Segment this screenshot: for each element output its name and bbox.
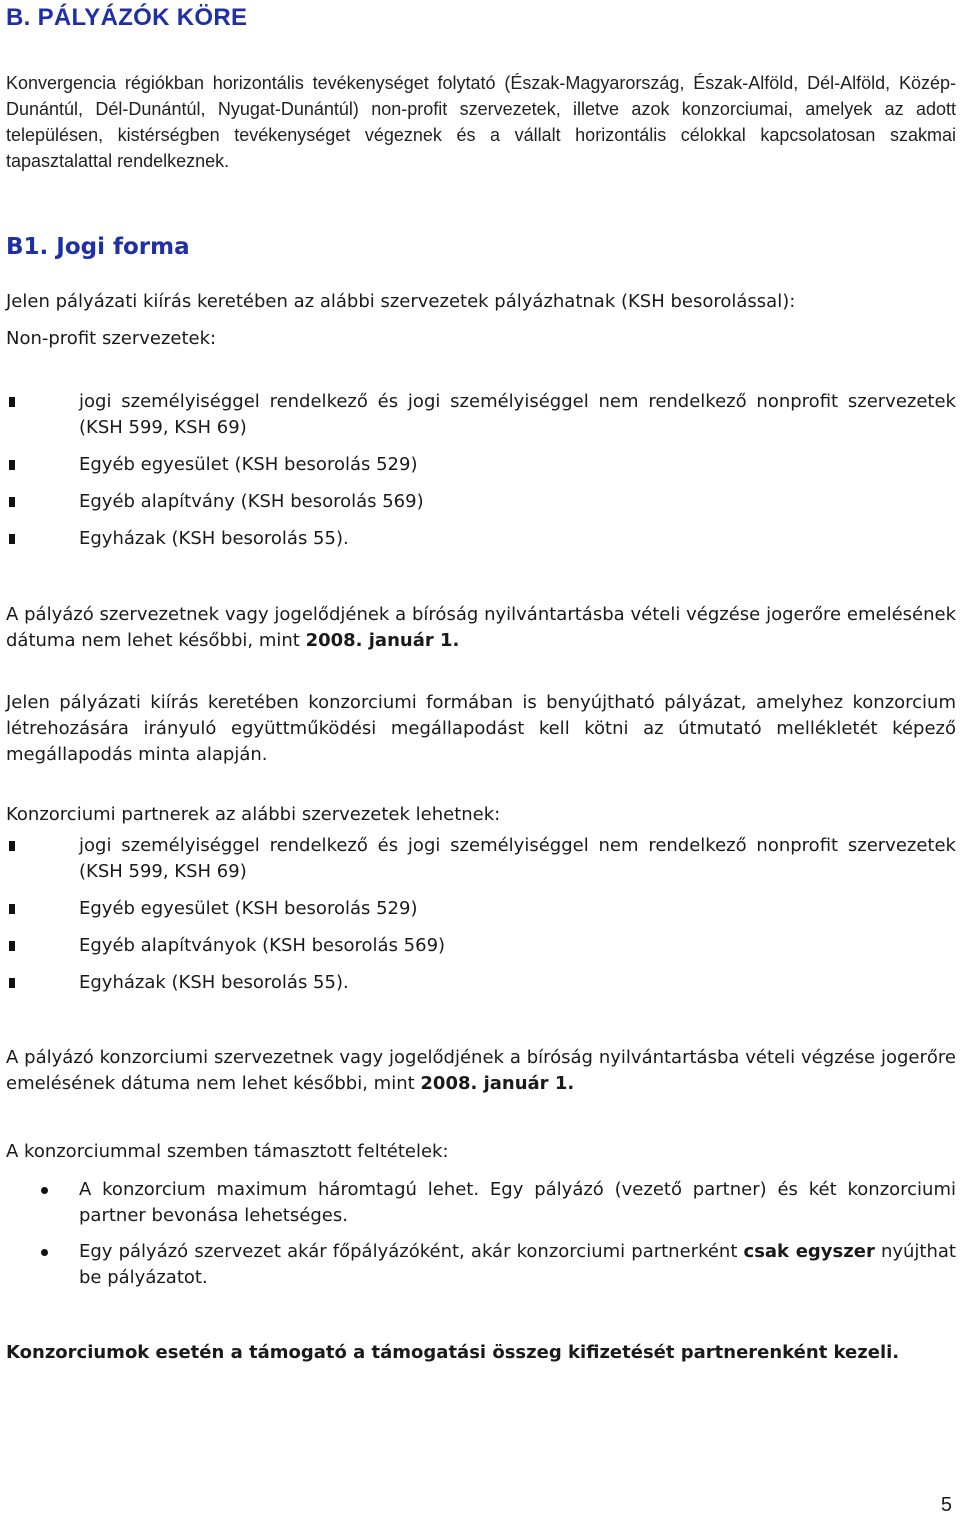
list-item: jogi személyiséggel rendelkező és jogi személyiséggel nem rendelkező nonprofit szervezetek (KSH 599, KSH 69) — [6, 389, 956, 441]
final-paragraph: Konzorciumok esetén a támogató a támogatási összeg kifizetését partnerenként kezeli. — [6, 1342, 900, 1363]
condition-text-end: nyújthat be pályázatot. — [79, 1241, 956, 1288]
list-item: Egyéb alapítványok (KSH besorolás 569) — [6, 933, 956, 959]
condition-text: Egy pályázó szervezet akár főpályázóként, akár konzorciumi partnerként — [79, 1241, 744, 1262]
page-number: 5 — [940, 1494, 952, 1516]
list-item — [6, 1239, 956, 1291]
eligible-paragraph: Jelen pályázati kiírás keretében az alábbi szervezetek pályázhatnak (KSH besorolással): — [6, 291, 796, 312]
list-item: Egyéb egyesület (KSH besorolás 529) — [6, 452, 956, 478]
registration-text-2: A pályázó konzorciumi szervezetnek vagy jogelődjének a bíróság nyilvántartásba vételi végzése jogerőre emelésének dátuma nem lehet későbbi, mint — [6, 1047, 956, 1094]
list-item: Egyéb egyesület (KSH besorolás 529) — [6, 896, 956, 922]
consortium-paragraph: Jelen pályázati kiírás keretében konzorciumi formában is benyújtható pályázat, amelyhez konzorcium létrehozására irányuló együttműködési megállapodást kell kötni az útmutató mellékletét képező megállapodás minta alapján. — [6, 692, 956, 765]
registration-paragraph-2 — [6, 1045, 956, 1097]
section-title: B. PÁLYÁZÓK KÖRE — [6, 4, 248, 31]
condition-emphasis: csak egyszer — [743, 1241, 875, 1262]
partners-label: Konzorciumi partnerek az alábbi szervezetek lehetnek: — [6, 804, 501, 825]
registration-text: A pályázó szervezetnek vagy jogelődjének a bíróság nyilvántartásba vételi végzése jogerőre emelésének dátuma nem lehet későbbi, mint — [6, 604, 956, 651]
eligible-list — [6, 389, 956, 563]
intro-paragraph: Konvergencia régiókban horizontális tevékenységet folytató (Észak-Magyarország, Észak-Alföld, Dél-Alföld, Közép-Dunántúl, Dél-Dunántúl, Nyugat-Dunántúl) non-profit szervezetek, illetve azok konzorciumai, amelyek az adott településen, kistérségben tevékenységet végeznek és a vállalt horizontális célokkal kapcsolatosan szakmai tapasztalattal rendelkeznek. — [6, 73, 956, 171]
registration-date: 2008. január 1. — [305, 630, 460, 651]
conditions-list — [6, 1177, 956, 1301]
list-item: Egyházak (KSH besorolás 55). — [6, 970, 956, 996]
subsection-title: B1. Jogi forma — [6, 234, 190, 260]
registration-date-2: 2008. január 1. — [420, 1073, 575, 1094]
list-item: A konzorcium maximum háromtagú lehet. Egy pályázó (vezető partner) és két konzorciumi partner bevonása lehetséges. — [6, 1177, 956, 1229]
registration-paragraph — [6, 602, 956, 654]
conditions-label: A konzorciummal szemben támasztott feltételek: — [6, 1141, 449, 1162]
nonprofit-label: Non-profit szervezetek: — [6, 328, 217, 349]
partners-list — [6, 833, 956, 1007]
list-item: jogi személyiséggel rendelkező és jogi személyiséggel nem rendelkező nonprofit szervezetek (KSH 599, KSH 69) — [6, 833, 956, 885]
list-item: Egyházak (KSH besorolás 55). — [6, 526, 956, 552]
list-item: Egyéb alapítvány (KSH besorolás 569) — [6, 489, 956, 515]
